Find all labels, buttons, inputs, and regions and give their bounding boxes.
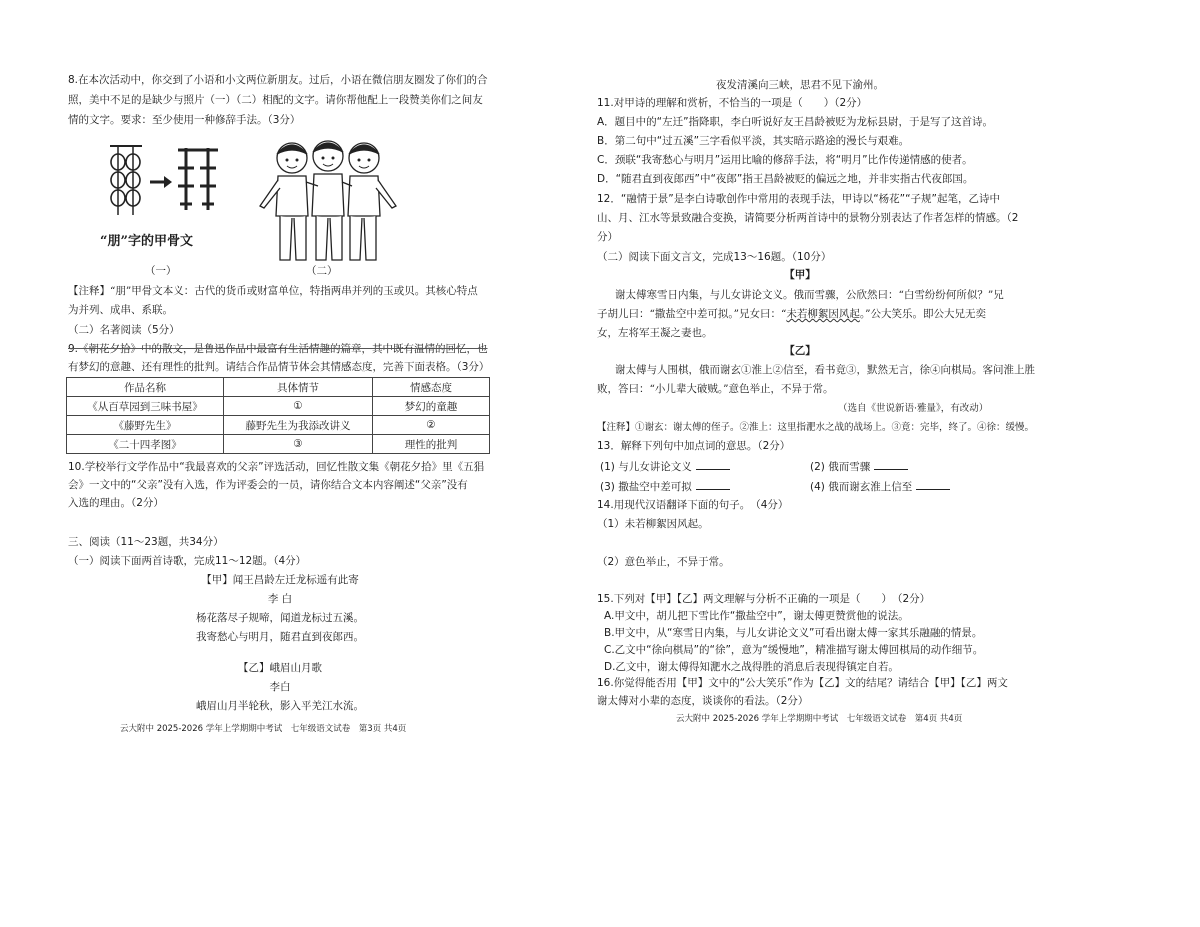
q11-option-b: B．第二句中“过五溪”三字看似平淡，其实暗示路途的漫长与艰难。 [597, 135, 910, 147]
q16-line1: 16.你觉得能否用【甲】文中的“公大笑乐”作为【乙】文的结尾？请结合【甲】【乙】两文 [597, 677, 1008, 689]
jia-line2-a: 子胡儿曰：“撒盐空中差可拟。”兄女曰：“ [597, 308, 787, 320]
q10-line2: 会》一文中的“父亲”没有入选，作为评委会的一员，请你结合文本内容阐述“父亲”没有 [68, 479, 468, 491]
q13-item4-text: (4) 俄而谢玄淮上信至 [810, 481, 913, 493]
q8-line2: 照，美中不足的是缺少与照片（一）（二）相配的文字。请你帮他配上一段赞美你们之间友 [68, 94, 483, 106]
q15-option-d: D.乙文中，谢太傅得知淝水之战得胜的消息后表现得镇定自若。 [604, 661, 899, 673]
figure2-label: （二） [306, 265, 338, 277]
poem1-author: 李 白 [267, 593, 293, 605]
q14-stem: 14.用现代汉语翻译下面的句子。 （4分） [597, 499, 789, 511]
right-page-footer: 云大附中 2025-2026 学年上学期期中考试 七年级语文试卷 第4页 共4页 [676, 714, 963, 724]
table-header-row [67, 378, 490, 397]
jia-line2 [597, 305, 986, 324]
section-reading: 三、阅读（11～23题，共34分） [68, 536, 224, 548]
table-header-cell: 作品名称 [67, 378, 224, 397]
answer-blank[interactable] [696, 459, 730, 470]
answer-blank[interactable] [874, 459, 908, 470]
answer-blank[interactable] [916, 479, 950, 490]
q11-stem: 11.对甲诗的理解和赏析，不恰当的一项是（ ）（2分） [597, 97, 868, 109]
answer-blank[interactable] [696, 479, 730, 490]
q16-line2: 谢太傅对小辈的态度，谈谈你的看法。（2分） [597, 695, 809, 707]
q8-line3: 情的文字。要求：至少使用一种修辞手法。（3分） [68, 114, 301, 126]
left-page-footer: 云大附中 2025-2026 学年上学期期中考试 七年级语文试卷 第3页 共4页 [120, 724, 407, 734]
jia-line3: 女，左将军王凝之妻也。 [597, 327, 713, 339]
table-header-cell: 情感态度 [373, 378, 490, 397]
table-row [67, 435, 490, 454]
poem2-line2: 夜发清溪向三峡，思君不见下渝州。 [716, 79, 884, 91]
q15-stem: 15.下列对【甲】【乙】两文理解与分析不正确的一项是（ ） （2分） [597, 593, 931, 605]
jia-label: 【甲】 [784, 269, 816, 281]
works-table [66, 377, 490, 454]
q13-item1 [600, 458, 730, 477]
q11-option-a: A．题目中的“左迁”指降职，李白听说好友王昌龄被贬为龙标县尉，于是写了这首诗。 [597, 116, 994, 128]
table-row [67, 416, 490, 435]
three-boys-illustration-icon [252, 136, 402, 264]
q14-sentence2: （2）意色举止，不异于常。 [597, 556, 730, 568]
figure1-label: （一） [145, 265, 177, 277]
table-cell: ① [224, 397, 373, 416]
q9-line1: 9.《朝花夕拾》中的散文，是鲁迅作品中最富有生活情趣的篇章，其中既有温情的回忆，也 [68, 343, 488, 355]
q10-line3: 入选的理由。（2分） [68, 497, 164, 509]
q12-line2: 山、月、江水等景致融合变换，请简要分析两首诗中的景物分别表达了作者怎样的情感。（2 [597, 212, 1019, 224]
q11-option-d: D．“随君直到夜郎西”中“夜郎”指王昌龄被贬的偏远之地，并非实指古代夜郎国。 [597, 173, 974, 185]
table-cell: ② [373, 416, 490, 435]
q13-item3 [600, 478, 730, 497]
table-cell: 理性的批判 [373, 435, 490, 454]
table-cell: 梦幻的童趣 [373, 397, 490, 416]
yi-line1: 谢太傅与人围棋，俄而谢玄①淮上②信至，看书竟③，默然无言，徐④向棋局。客问淮上胜 [615, 364, 1035, 376]
section-famous-reading: （二）名著阅读（5分） [68, 324, 180, 336]
q13-item1-text: (1) 与儿女讲论文义 [600, 461, 692, 473]
q15-option-c: C.乙文中“徐向棋局”的“徐”，意为“缓慢地”，精准描写谢太傅回棋局的动作细节。 [604, 644, 984, 656]
q13-item2 [810, 458, 908, 477]
table-cell: ③ [224, 435, 373, 454]
figure1-caption: “朋”字的甲骨文 [100, 234, 193, 249]
poem2-title: 【乙】峨眉山月歌 [238, 662, 322, 674]
q9-line2: 有梦幻的意趣、还有理性的批判。请结合作品情节体会其情感态度，完善下面表格。（3分） [68, 361, 490, 373]
q12-line3: 分） [597, 231, 618, 243]
oracle-bone-peng-icon [100, 140, 240, 225]
q13-item3-text: (3) 撒盐空中差可拟 [600, 481, 692, 493]
table-row [67, 397, 490, 416]
q13-stem: 13．解释下列句中加点词的意思。（2分） [597, 440, 791, 452]
text-source: （选自《世说新语·雅量》，有改动） [838, 403, 989, 414]
poem2-line1: 峨眉山月半轮秋，影入平羌江水流。 [196, 700, 364, 712]
q15-option-b: B.甲文中，从“寒雪日内集，与儿女讲论文义”可看出谢太傅一家其乐融融的情景。 [604, 627, 983, 639]
jia-line2-c: 。”公大笑乐。即公大兄无奕 [859, 308, 986, 320]
poem1-title: 【甲】闻王昌龄左迁龙标遥有此寄 [201, 574, 359, 586]
q12-line1: 12．“融情于景”是李白诗歌创作中常用的表现手法，甲诗以“杨花”“子规”起笔，乙诗中 [597, 193, 1000, 205]
table-cell: 《从百草园到三味书屋》 [67, 397, 224, 416]
table-header-cell: 具体情节 [224, 378, 373, 397]
poem1-line1: 杨花落尽子规啼，闻道龙标过五溪。 [196, 612, 364, 624]
poems-instruction: （一）阅读下面两首诗歌，完成11～12题。（4分） [68, 555, 307, 567]
poem2-author: 李白 [269, 681, 291, 693]
note-line2: 为并列、成串、系联。 [68, 304, 173, 316]
table-cell: 《藤野先生》 [67, 416, 224, 435]
note-line1: 【注释】“朋”甲骨文本义：古代的货币或财富单位，特指两串并列的玉或贝。其核心特点 [68, 285, 478, 297]
q8-line1: 8.在本次活动中，你交到了小语和小文两位新朋友。过后，小语在微信朋友圈发了你们的合 [68, 74, 488, 86]
jia-line2-underlined: 未若柳絮因风起 [786, 308, 860, 320]
classical-note: 【注释】①谢玄：谢太傅的侄子。②淮上：这里指淝水之战的战场上。③竟：完毕，终了。④徐：缓慢。 [597, 422, 1035, 433]
q15-option-a: A.甲文中，胡儿把下雪比作“撒盐空中”，谢太傅更赞赏他的说法。 [604, 610, 909, 622]
table-cell: 藤野先生为我添改讲义 [224, 416, 373, 435]
classical-instruction: （二）阅读下面文言文，完成13～16题。（10分） [597, 251, 832, 263]
q11-option-c: C．颈联“我寄愁心与明月”运用比喻的修辞手法，将“明月”比作传递情感的使者。 [597, 154, 973, 166]
q10-line1: 10.学校举行文学作品中“我最喜欢的父亲”评选活动，回忆性散文集《朝花夕拾》里《五猖 [68, 461, 485, 473]
yi-label: 【乙】 [784, 345, 816, 357]
poem1-line2: 我寄愁心与明月，随君直到夜郎西。 [196, 631, 364, 643]
q13-item2-text: (2) 俄而雪骤 [810, 461, 871, 473]
yi-line2: 败，答曰：“小儿辈大破贼。”意色举止，不异于常。 [597, 383, 834, 395]
jia-line1: 谢太傅寒雪日内集，与儿女讲论文义。俄而雪骤，公欣然曰：“白雪纷纷何所似？”兄 [615, 289, 1004, 301]
q14-sentence1: （1）未若柳絮因风起。 [597, 518, 709, 530]
q13-item4 [810, 478, 950, 497]
table-cell: 《二十四孝图》 [67, 435, 224, 454]
